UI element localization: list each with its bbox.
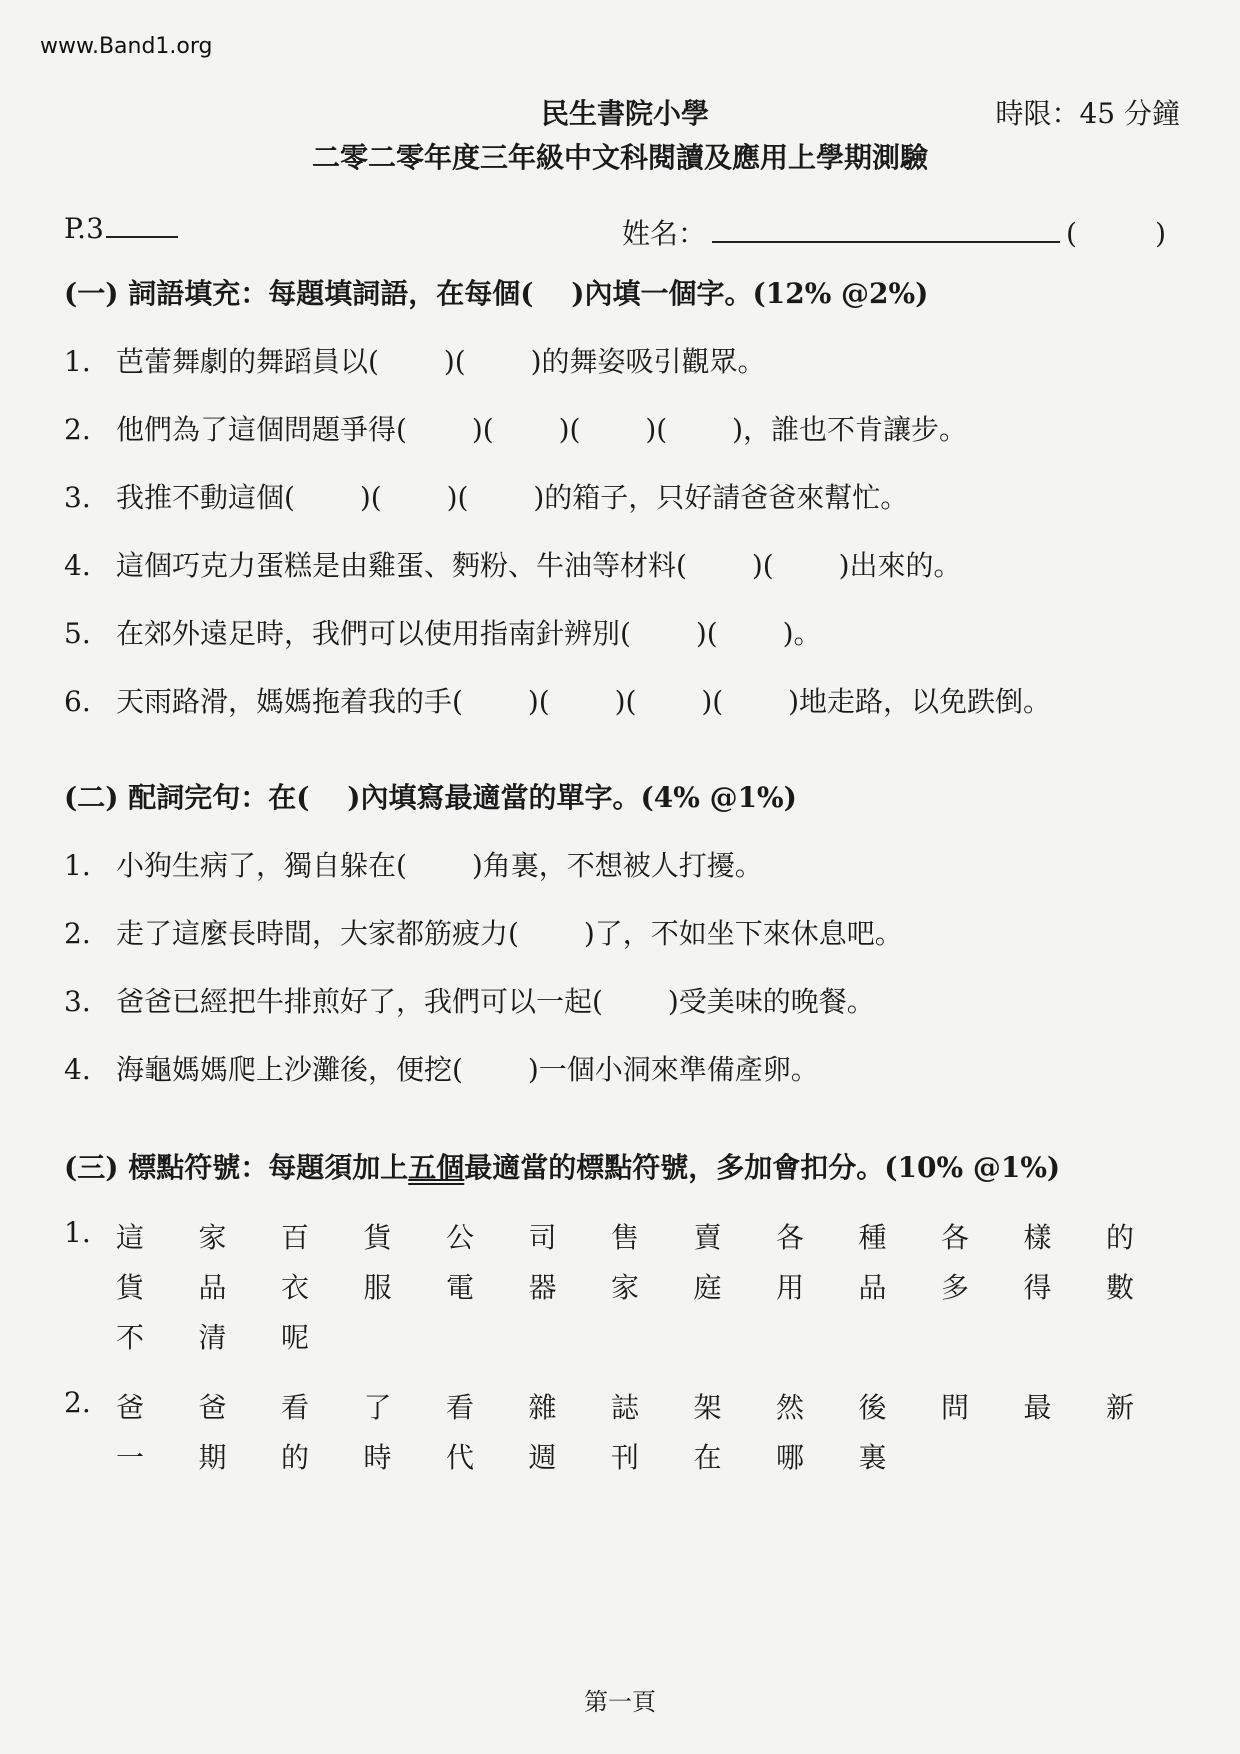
question-number: 3.	[64, 481, 91, 514]
char: 架	[693, 1391, 722, 1424]
char: 了	[363, 1391, 392, 1424]
char: 然	[776, 1391, 805, 1424]
char: 多	[941, 1271, 970, 1304]
char: 的	[1106, 1221, 1135, 1254]
char: 看	[446, 1391, 475, 1424]
s1-question	[64, 544, 962, 584]
question-number: 4.	[64, 1053, 91, 1086]
question-number: 4.	[64, 549, 91, 582]
question-text: 芭蕾舞劇的舞蹈員以( )( )的舞姿吸引觀眾。	[116, 345, 766, 378]
char: 刊	[611, 1441, 640, 1474]
page-number: 第一頁	[584, 1688, 656, 1716]
name-field	[622, 212, 1166, 252]
s3-q1-row	[64, 1316, 364, 1356]
s3-q2-row	[64, 1386, 1189, 1426]
char: 品	[858, 1271, 887, 1304]
char: 庭	[693, 1271, 722, 1304]
section3-title-post: 最適當的標點符號，多加會扣分。(10% @1%)	[464, 1151, 1061, 1184]
s2-question	[64, 844, 763, 884]
char: 週	[528, 1441, 557, 1474]
char: 的	[281, 1441, 310, 1474]
question-number: 1.	[64, 849, 91, 882]
char: 雜	[528, 1391, 557, 1424]
section3-title	[64, 1146, 1060, 1186]
question-number: 2.	[64, 1386, 91, 1419]
s1-question	[64, 680, 1051, 720]
char: 時	[363, 1441, 392, 1474]
class-label: P.3	[64, 212, 104, 245]
char: 司	[528, 1221, 557, 1254]
char: 數	[1106, 1271, 1135, 1304]
char: 售	[611, 1221, 640, 1254]
section2-title: (二) 配詞完句：在( )內填寫最適當的單字。(4% @1%)	[64, 781, 797, 814]
char: 在	[693, 1441, 722, 1474]
paren-close: )	[1155, 217, 1167, 250]
char: 貨	[363, 1221, 392, 1254]
char: 衣	[281, 1271, 310, 1304]
char: 一	[116, 1441, 145, 1474]
question-text: 這個巧克力蛋糕是由雞蛋、麪粉、牛油等材料( )( )出來的。	[116, 549, 962, 582]
exam-title: 二零二零年度三年級中文科閱讀及應用上學期測驗	[311, 141, 928, 174]
class-number-paren[interactable]	[1066, 217, 1166, 250]
question-text: 走了這麼長時間，大家都筋疲力( )了，不如坐下來休息吧。	[116, 917, 903, 950]
char: 家	[611, 1271, 640, 1304]
char: 呢	[281, 1321, 310, 1354]
char: 看	[281, 1391, 310, 1424]
char: 貨	[116, 1271, 145, 1304]
s1-question	[64, 408, 967, 448]
section3-title-emphasis: 五個	[408, 1151, 465, 1184]
char: 百	[281, 1221, 310, 1254]
question-number: 2.	[64, 917, 91, 950]
question-number: 1.	[64, 1216, 91, 1249]
paren-open: (	[1066, 217, 1077, 250]
char: 家	[198, 1221, 227, 1254]
char: 樣	[1023, 1221, 1052, 1254]
char: 種	[858, 1221, 887, 1254]
question-text: 他們為了這個問題爭得( )( )( )( )，誰也不肯讓步。	[116, 413, 967, 446]
question-number: 3.	[64, 985, 91, 1018]
s1-question	[64, 612, 822, 652]
question-text: 爸爸已經把牛排煎好了，我們可以一起( )受美味的晚餐。	[116, 985, 875, 1018]
char: 器	[528, 1271, 557, 1304]
char: 電	[446, 1271, 475, 1304]
s1-question	[64, 476, 908, 516]
char: 得	[1023, 1271, 1052, 1304]
char: 這	[116, 1221, 145, 1254]
class-field	[64, 212, 178, 245]
char: 清	[198, 1321, 227, 1354]
s2-question	[64, 912, 903, 952]
time-limit: 時限：45 分鐘	[995, 97, 1180, 130]
class-blank[interactable]	[106, 214, 178, 238]
question-number: 2.	[64, 413, 91, 446]
watermark: www.Band1.org	[40, 34, 213, 59]
char: 品	[198, 1271, 227, 1304]
char: 期	[198, 1441, 227, 1474]
section1-title: (一) 詞語填充：每題填詞語，在每個( )內填一個字。(12% @2%)	[64, 277, 929, 310]
s3-q2-row	[64, 1436, 941, 1476]
s3-q1-row	[64, 1266, 1189, 1306]
char: 問	[941, 1391, 970, 1424]
char: 爸	[116, 1391, 145, 1424]
school-name: 民生書院小學	[540, 97, 709, 130]
s2-question	[64, 1048, 819, 1088]
name-label: 姓名：	[622, 217, 707, 250]
char: 代	[446, 1441, 475, 1474]
char: 哪	[776, 1441, 805, 1474]
s2-question	[64, 980, 875, 1020]
question-number: 5.	[64, 617, 91, 650]
char: 賣	[693, 1221, 722, 1254]
char: 誌	[611, 1391, 640, 1424]
name-blank[interactable]	[712, 219, 1060, 243]
question-number: 1.	[64, 345, 91, 378]
char: 後	[858, 1391, 887, 1424]
char: 各	[776, 1221, 805, 1254]
question-number: 6.	[64, 685, 91, 718]
char: 服	[363, 1271, 392, 1304]
char: 最	[1023, 1391, 1052, 1424]
section3-title-pre: (三) 標點符號：每題須加上	[64, 1151, 409, 1184]
s3-q1-row	[64, 1216, 1189, 1256]
char: 公	[446, 1221, 475, 1254]
char: 不	[116, 1321, 145, 1354]
char: 裏	[858, 1441, 887, 1474]
s1-question	[64, 340, 766, 380]
char: 各	[941, 1221, 970, 1254]
question-text: 我推不動這個( )( )( )的箱子，只好請爸爸來幫忙。	[116, 481, 909, 514]
question-text: 海龜媽媽爬上沙灘後，便挖( )一個小洞來準備產卵。	[116, 1053, 819, 1086]
char: 新	[1106, 1391, 1135, 1424]
char: 爸	[198, 1391, 227, 1424]
question-text: 天雨路滑，媽媽拖着我的手( )( )( )( )地走路，以免跌倒。	[116, 685, 1051, 718]
char: 用	[776, 1271, 805, 1304]
question-text: 小狗生病了，獨自躲在( )角裏，不想被人打擾。	[116, 849, 763, 882]
question-text: 在郊外遠足時，我們可以使用指南針辨別( )( )。	[116, 617, 822, 650]
